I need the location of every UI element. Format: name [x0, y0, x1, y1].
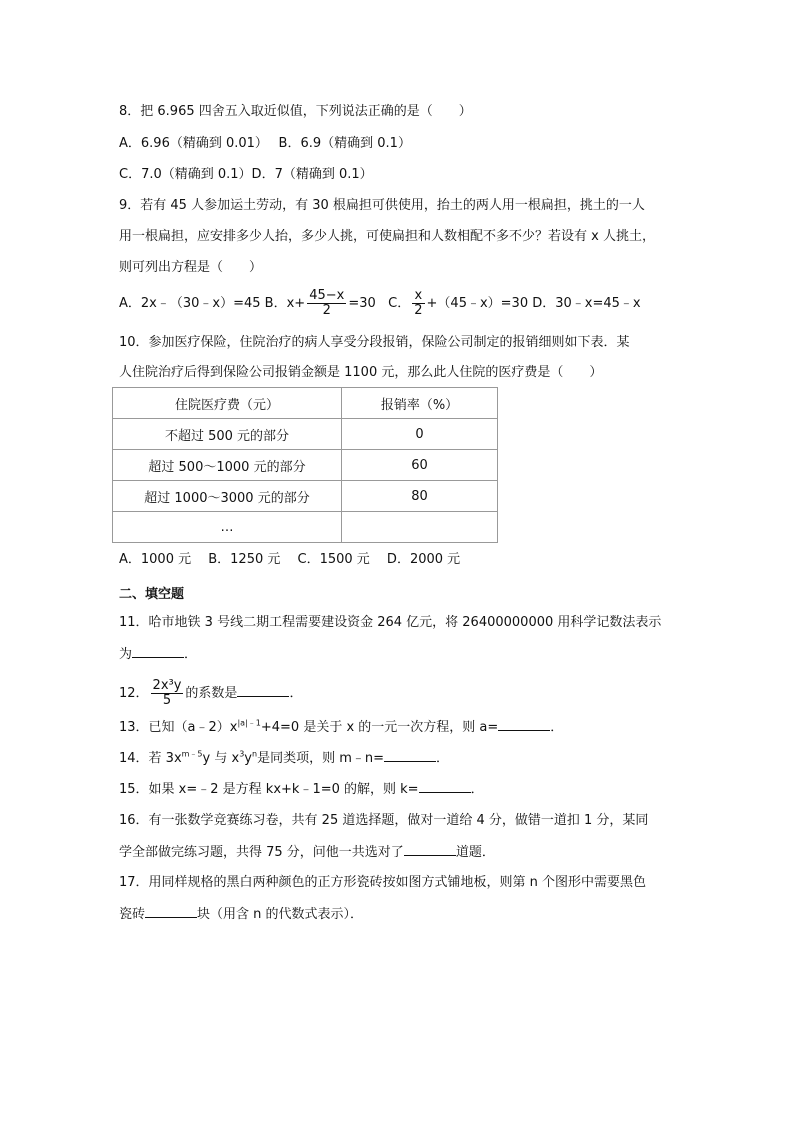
answer-blank[interactable]: [384, 749, 436, 762]
q8-options-line1: A．6.96（精确到 0.01） B．6.9（精确到 0.1）: [119, 136, 411, 151]
q14-text: 14．若 3x: [119, 751, 182, 766]
q12-numerator: 2x³y: [152, 678, 182, 693]
q17-stem-line2: [119, 905, 363, 924]
q12-end: ．: [289, 686, 303, 701]
table-row: [113, 481, 498, 512]
q15-line: [119, 780, 484, 799]
table-header-cell: 报销率（%）: [342, 388, 498, 419]
q9-option-b-fraction: [307, 289, 346, 318]
q9-option-c-prefix: C．: [388, 296, 411, 311]
table-row: [113, 512, 498, 543]
q9-stem-line3: 则可列出方程是（ ）: [119, 260, 263, 275]
answer-blank[interactable]: [132, 645, 184, 658]
q14-text-2: y 与 x: [202, 751, 240, 766]
q9-stem-line2: 用一根扁担，应安排多少人抬，多少人挑，可使扁担和人数相配不多不少？若设有 x 人挑土，: [119, 229, 655, 244]
table-row: [113, 419, 498, 450]
q11-stem-line1: 11．哈市地铁 3 号线二期工程需要建设资金 264 亿元，将 26400000000 用科学记数法表示: [119, 615, 662, 630]
q14-exponent-1: m﹣5: [181, 749, 203, 759]
q8-options-line2: C．7.0（精确到 0.1）D．7（精确到 0.1）: [119, 167, 373, 182]
q11-prefix: 为: [119, 647, 133, 662]
q12-text: 的系数是: [185, 686, 238, 701]
answer-blank[interactable]: [419, 780, 471, 793]
q12-fraction: [151, 679, 184, 708]
q9-option-c-fraction: [412, 289, 424, 318]
q9-option-d: D．30﹣x=45﹣x: [532, 296, 641, 311]
q17-text-2: 块（用含 n 的代数式表示）．: [197, 907, 364, 922]
q16-stem-line1: 16．有一张数学竞赛练习卷，共有 25 道选择题，做对一道给 4 分，做错一道扣 1 分，某同: [119, 813, 649, 828]
q9-option-b-denominator: 2: [322, 303, 331, 318]
table-header-cell: 住院医疗费（元）: [113, 388, 342, 419]
section-heading: 二、填空题: [119, 587, 185, 602]
answer-blank[interactable]: [498, 718, 550, 731]
q10-stem-line2: 人住院治疗后得到保险公司报销金额是 1100 元，那么此人住院的医疗费是（ ）: [119, 365, 603, 380]
reimbursement-table: [112, 387, 498, 543]
q16-text: 学全部做完练习题，共得 75 分，问他一共选对了: [119, 845, 404, 860]
q11-suffix: ．: [184, 647, 198, 662]
q12-denominator: 5: [162, 693, 172, 708]
q14-end: ．: [436, 751, 450, 766]
table-cell: 0: [342, 419, 498, 450]
table-row: [113, 450, 498, 481]
q17-stem-line1: 17．用同样规格的黑白两种颜色的正方形瓷砖按如图方式铺地板，则第 n 个图形中需要黑色: [119, 875, 647, 890]
q13-end: ．: [550, 720, 564, 735]
q9-option-c-suffix: +（45﹣x）=30: [426, 296, 529, 311]
table-header-row: [113, 388, 498, 419]
table-cell: …: [113, 512, 342, 543]
q14-exponent-3: n: [251, 749, 258, 759]
q13-text: 13．已知（a﹣2）x: [119, 720, 238, 735]
q8-stem: 8．把 6.965 四舍五入取近似值，下列说法正确的是（ ）: [119, 104, 472, 119]
q9-stem-line1: 9．若有 45 人参加运土劳动，有 30 根扁担可供使用，抬土的两人用一根扁担，挑土的一人: [119, 198, 645, 213]
q14-exponent-2: 3: [239, 749, 245, 759]
q13-line: [119, 718, 563, 737]
q10-stem-line1: 10．参加医疗保险，住院治疗的病人享受分段报销，保险公司制定的报销细则如下表．某: [119, 335, 630, 350]
table-cell: 超过 500～1000 元的部分: [113, 450, 342, 481]
q14-text-4: 是同类项，则 m﹣n=: [257, 751, 384, 766]
q11-stem-line2: [119, 645, 197, 664]
q13-exponent: |a|﹣1: [237, 718, 261, 728]
q9-option-c-denominator: 2: [414, 303, 423, 318]
q15-text: 15．如果 x=﹣2 是方程 kx+k﹣1=0 的解，则 k=: [119, 782, 419, 797]
q9-option-b-suffix: =30: [348, 296, 376, 311]
q12-number: 12．: [119, 686, 149, 701]
q9-options: [119, 289, 641, 318]
q15-end: ．: [470, 782, 484, 797]
q14-text-3: y: [244, 751, 252, 766]
answer-blank[interactable]: [145, 905, 197, 918]
answer-blank[interactable]: [404, 843, 456, 856]
q14-line: [119, 749, 449, 768]
table-cell: 超过 1000～3000 元的部分: [113, 481, 342, 512]
q9-option-c-numerator: x: [412, 289, 424, 304]
table-cell: [342, 512, 498, 543]
table-cell: 不超过 500 元的部分: [113, 419, 342, 450]
q16-stem-line2: [119, 843, 495, 862]
q9-option-a: A．2x﹣（30﹣x）=45: [119, 296, 261, 311]
q17-text: 瓷砖: [119, 907, 146, 922]
q16-text-2: 道题．: [455, 845, 495, 860]
q13-text-2: +4=0 是关于 x 的一元一次方程，则 a=: [260, 720, 499, 735]
table-cell: 80: [342, 481, 498, 512]
q9-option-b-prefix: B．x+: [264, 296, 306, 311]
answer-blank[interactable]: [237, 684, 289, 697]
q9-option-b-numerator: 45−x: [309, 288, 345, 303]
q12-line: [119, 679, 302, 708]
table-cell: 60: [342, 450, 498, 481]
q10-options: A．1000 元 B．1250 元 C．1500 元 D．2000 元: [119, 552, 461, 567]
